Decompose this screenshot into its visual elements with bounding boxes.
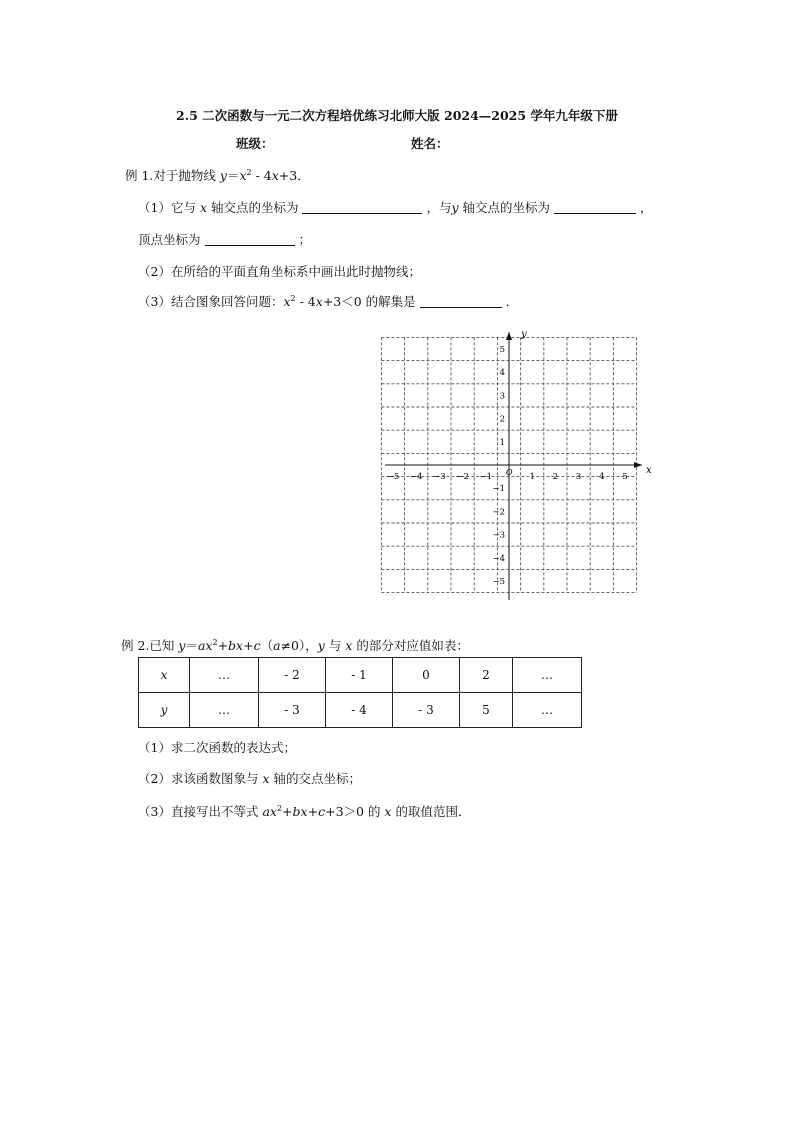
table-cell: 5 bbox=[460, 693, 513, 728]
example-2-question-2: （2）求该函数图象与 x 轴的交点坐标； bbox=[138, 771, 361, 786]
x-axis-arrow bbox=[634, 462, 642, 468]
x-tick-label: 3 bbox=[575, 472, 582, 482]
axes bbox=[385, 332, 642, 600]
table-row bbox=[139, 693, 582, 728]
example-1-question-1-vertex: 顶点坐标为 ； bbox=[138, 232, 312, 247]
y-tick-label: −4 bbox=[492, 553, 505, 564]
x-tick-label: 5 bbox=[622, 472, 628, 482]
table-cell: 0 bbox=[393, 658, 460, 693]
y-tick-label: −2 bbox=[492, 507, 505, 518]
table-header-y: y bbox=[139, 693, 190, 728]
table-cell: - 3 bbox=[393, 693, 460, 728]
y-tick-label: 4 bbox=[499, 368, 505, 379]
table-cell: - 3 bbox=[259, 693, 326, 728]
example-2-question-1: （1）求二次函数的表达式； bbox=[138, 740, 296, 755]
tick-labels bbox=[387, 345, 628, 587]
x-tick-label: −3 bbox=[433, 472, 446, 482]
y-axis-arrow bbox=[506, 332, 512, 340]
table-cell: - 1 bbox=[326, 658, 393, 693]
table-cell: - 4 bbox=[326, 693, 393, 728]
example-1-question-3: （3）结合图象回答问题：$x^2 - 4x+3<0$ 的解集是 ． bbox=[138, 294, 519, 309]
x-tick-label: −2 bbox=[456, 472, 469, 482]
y-tick-label: 1 bbox=[499, 437, 505, 448]
example-1-question-2: （2）在所给的平面直角坐标系中画出此时抛物线； bbox=[138, 264, 421, 279]
table-cell: … bbox=[513, 693, 582, 728]
example-1-heading: 例 1.对于抛物线 $y=x^2 - 4x+3$． bbox=[125, 168, 310, 183]
x-tick-label: −4 bbox=[409, 472, 423, 482]
x-axis-label: x bbox=[646, 465, 652, 476]
example-1-question-1: （1）它与 x 轴交点的坐标为 ，与y 轴交点的坐标为 ， bbox=[138, 200, 653, 215]
table-cell: … bbox=[513, 658, 582, 693]
table-row bbox=[139, 658, 582, 693]
origin-label: O bbox=[506, 468, 513, 477]
x-tick-label: 1 bbox=[529, 472, 535, 482]
value-table bbox=[138, 657, 582, 728]
table-cell: … bbox=[190, 658, 259, 693]
class-label: 班级： bbox=[236, 136, 274, 151]
y-tick-label: −1 bbox=[492, 484, 505, 495]
x-tick-label: −5 bbox=[386, 472, 400, 482]
y-axis-label: y bbox=[521, 329, 527, 340]
y-tick-label: −3 bbox=[492, 530, 505, 541]
table-cell: 2 bbox=[460, 658, 513, 693]
x-tick-label: −1 bbox=[479, 472, 493, 482]
table-cell: … bbox=[190, 693, 259, 728]
x-tick-label: 2 bbox=[552, 472, 559, 482]
y-tick-label: 2 bbox=[499, 414, 505, 425]
table-cell: - 2 bbox=[259, 658, 326, 693]
x-tick-label: 4 bbox=[599, 472, 605, 482]
name-label: 姓名： bbox=[411, 136, 449, 151]
document-title: 2.5 二次函数与一元二次方程培优练习北师大版 2024—2025 学年九年级下册 bbox=[176, 108, 618, 123]
example-2-question-3: （3）直接写出不等式 $ax^2+bx+c+3>0$ 的 x 的取值范围． bbox=[138, 804, 471, 819]
table-header-x: x bbox=[139, 658, 190, 693]
y-tick-label: 3 bbox=[499, 391, 505, 402]
y-tick-label: 5 bbox=[499, 345, 505, 355]
y-tick-label: −5 bbox=[492, 577, 505, 587]
example-2-heading: 例 2.已知 $y=ax^2+bx+c(a\ne 0)$，y 与 x 的部分对应值如表： bbox=[121, 638, 469, 653]
